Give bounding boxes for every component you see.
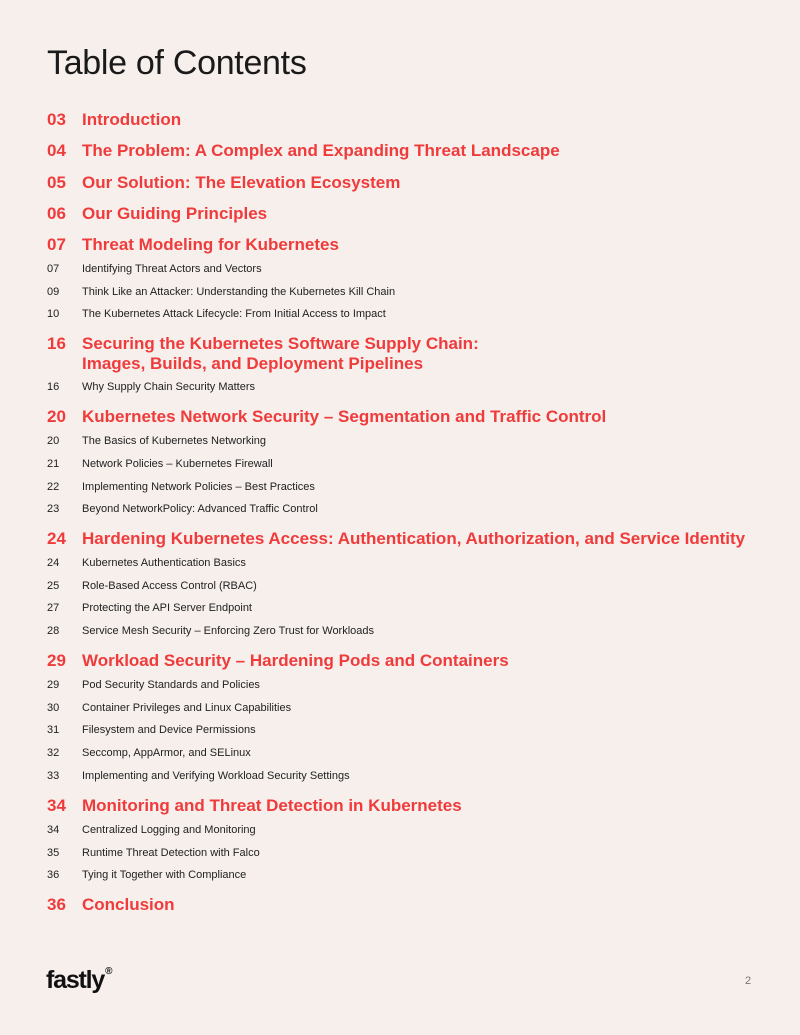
- toc-page-number: 29: [47, 651, 66, 670]
- toc-page-number: 20: [47, 435, 60, 447]
- toc-entry-line: Introduction: [82, 110, 182, 129]
- toc-page-number: 22: [47, 481, 60, 493]
- toc-subsection[interactable]: [47, 601, 780, 615]
- toc-entry-title: [82, 556, 780, 570]
- toc-page-number: 24: [47, 557, 60, 569]
- toc-entry-line: Role-Based Access Control (RBAC): [82, 580, 257, 592]
- toc-entry-line: Monitoring and Threat Detection in Kubernetes: [82, 796, 462, 815]
- toc-page-number: 07: [47, 263, 60, 275]
- toc-entry-title: [82, 141, 780, 161]
- toc-entry-line: Workload Security – Hardening Pods and Containers: [82, 651, 509, 670]
- toc-entry-title: [82, 502, 780, 516]
- toc-entry-title: [82, 823, 780, 837]
- toc-section[interactable]: [47, 529, 780, 549]
- toc-entry-line: Kubernetes Authentication Basics: [82, 557, 246, 569]
- toc-subsection[interactable]: [47, 556, 780, 570]
- page-title: Table of Contents: [47, 44, 307, 82]
- toc-entry-line: The Basics of Kubernetes Networking: [82, 435, 267, 447]
- toc-entry-title: [82, 746, 780, 760]
- toc-subsection[interactable]: [47, 457, 780, 471]
- toc-entry-title: [82, 796, 780, 816]
- toc-page-number: 24: [47, 529, 66, 548]
- toc-section[interactable]: [47, 204, 780, 224]
- toc-entry-title: [82, 204, 780, 224]
- toc-page-number: 36: [47, 869, 60, 881]
- toc-entry-line: Conclusion: [82, 895, 175, 914]
- toc-page-number: 25: [47, 580, 60, 592]
- toc-section[interactable]: [47, 895, 780, 915]
- toc-page-number: 16: [47, 381, 60, 393]
- toc-page-number: 23: [47, 503, 60, 515]
- toc-entry-title: [82, 457, 780, 471]
- toc-page-number: 20: [47, 407, 66, 426]
- toc-entry-title: [82, 334, 780, 374]
- toc-entry-title: [82, 601, 780, 615]
- toc-entry-line: Why Supply Chain Security Matters: [82, 381, 256, 393]
- toc-entry-line: Implementing Network Policies – Best Practices: [82, 481, 315, 493]
- toc-entry-line: The Problem: A Complex and Expanding Threat Landscape: [82, 141, 560, 160]
- toc-section[interactable]: [47, 407, 780, 427]
- toc-page-number: 34: [47, 824, 60, 836]
- toc-page-number: 27: [47, 602, 60, 614]
- toc-subsection[interactable]: [47, 579, 780, 593]
- toc-entry-line: Tying it Together with Compliance: [82, 869, 247, 881]
- toc-entry-title: [82, 173, 780, 193]
- toc-subsection[interactable]: [47, 262, 780, 276]
- toc-subsection[interactable]: [47, 624, 780, 638]
- toc-entry-line: Threat Modeling for Kubernetes: [82, 235, 339, 254]
- toc-section[interactable]: [47, 334, 780, 374]
- fastly-logo: [46, 966, 111, 995]
- toc-entry-title: [82, 624, 780, 638]
- toc-section[interactable]: [47, 651, 780, 671]
- toc-entry-title: [82, 285, 780, 299]
- toc-section[interactable]: [47, 796, 780, 816]
- toc-subsection[interactable]: [47, 868, 780, 882]
- toc-subsection[interactable]: [47, 285, 780, 299]
- toc-entry-line: Think Like an Attacker: Understanding the Kubernetes Kill Chain: [82, 286, 396, 298]
- toc-entry-line: Pod Security Standards and Policies: [82, 679, 260, 691]
- toc-entry-line: Runtime Threat Detection with Falco: [82, 847, 260, 859]
- toc-entry-title: [82, 380, 780, 394]
- toc-page-number: 21: [47, 458, 60, 470]
- toc-page-number: 06: [47, 204, 66, 223]
- toc-entry-title: [82, 895, 780, 915]
- toc-entry-title: [82, 868, 780, 882]
- toc-entry-title: [82, 307, 780, 321]
- toc-page-number: 09: [47, 286, 60, 298]
- toc-subsection[interactable]: [47, 434, 780, 448]
- toc-subsection[interactable]: [47, 746, 780, 760]
- toc-section[interactable]: [47, 110, 780, 130]
- toc-page-number: 03: [47, 110, 66, 129]
- toc-page-number: 05: [47, 173, 66, 192]
- toc-page-number: 36: [47, 895, 66, 914]
- toc-subsection[interactable]: [47, 723, 780, 737]
- toc-entry-title: [82, 651, 780, 671]
- toc-entry-line: Images, Builds, and Deployment Pipelines: [82, 354, 424, 373]
- toc-subsection[interactable]: [47, 678, 780, 692]
- toc-page-number: 35: [47, 847, 60, 859]
- toc-entry-line: Identifying Threat Actors and Vectors: [82, 263, 262, 275]
- toc-page-number: 04: [47, 141, 66, 160]
- toc-subsection[interactable]: [47, 502, 780, 516]
- toc-entry-title: [82, 434, 780, 448]
- toc-page-number: 07: [47, 235, 66, 254]
- toc-subsection[interactable]: [47, 846, 780, 860]
- toc-entry-line: Securing the Kubernetes Software Supply Chain:: [82, 334, 479, 353]
- toc-section[interactable]: [47, 235, 780, 255]
- toc-page-number: 32: [47, 747, 60, 759]
- toc-entry-line: Hardening Kubernetes Access: Authentication, Authorization, and Service Identity: [82, 529, 746, 548]
- toc-entry-line: Centralized Logging and Monitoring: [82, 824, 256, 836]
- toc-page-number: 29: [47, 679, 60, 691]
- toc-subsection[interactable]: [47, 769, 780, 783]
- toc-entry-line: Filesystem and Device Permissions: [82, 724, 256, 736]
- toc-entry-line: Protecting the API Server Endpoint: [82, 602, 252, 614]
- toc-entry-line: Implementing and Verifying Workload Security Settings: [82, 770, 350, 782]
- toc-subsection[interactable]: [47, 380, 780, 394]
- toc-page-number: 33: [47, 770, 60, 782]
- toc-entry-line: The Kubernetes Attack Lifecycle: From Initial Access to Impact: [82, 308, 386, 320]
- toc-subsection[interactable]: [47, 823, 780, 837]
- toc-page-number: 10: [47, 308, 60, 320]
- toc-entry-line: Our Solution: The Elevation Ecosystem: [82, 173, 401, 192]
- logo-wordmark: fastly: [46, 966, 105, 994]
- toc-subsection[interactable]: [47, 307, 780, 321]
- toc-entry-title: [82, 235, 780, 255]
- toc-entry-title: [82, 110, 780, 130]
- toc-entry-title: [82, 769, 780, 783]
- toc-section[interactable]: [47, 173, 780, 193]
- toc-entry-title: [82, 723, 780, 737]
- toc-section[interactable]: [47, 141, 780, 161]
- toc-entry-line: Our Guiding Principles: [82, 204, 268, 223]
- toc-entry-line: Container Privileges and Linux Capabilities: [82, 702, 292, 714]
- toc-subsection[interactable]: [47, 701, 780, 715]
- toc-subsection[interactable]: [47, 480, 780, 494]
- toc-entry-line: Kubernetes Network Security – Segmentation and Traffic Control: [82, 407, 607, 426]
- toc-page-number: 16: [47, 334, 66, 353]
- page-number: 2: [745, 975, 752, 987]
- toc-entry-title: [82, 846, 780, 860]
- toc-entry-line: Network Policies – Kubernetes Firewall: [82, 458, 273, 470]
- toc-page-number: 34: [47, 796, 66, 815]
- toc-entry-title: [82, 529, 780, 549]
- toc-entry-line: Service Mesh Security – Enforcing Zero Trust for Workloads: [82, 625, 375, 637]
- logo-mark-icon: ®: [105, 966, 112, 977]
- toc-page-number: 30: [47, 702, 60, 714]
- toc-page-number: 31: [47, 724, 60, 736]
- toc-entry-title: [82, 480, 780, 494]
- toc-entry-title: [82, 407, 780, 427]
- toc-entry-title: [82, 701, 780, 715]
- toc-entry-title: [82, 262, 780, 276]
- toc-entry-line: Beyond NetworkPolicy: Advanced Traffic Control: [82, 503, 318, 515]
- toc-page-number: 28: [47, 625, 60, 637]
- toc-entry-line: Seccomp, AppArmor, and SELinux: [82, 747, 251, 759]
- toc-entry-title: [82, 579, 780, 593]
- toc-entry-title: [82, 678, 780, 692]
